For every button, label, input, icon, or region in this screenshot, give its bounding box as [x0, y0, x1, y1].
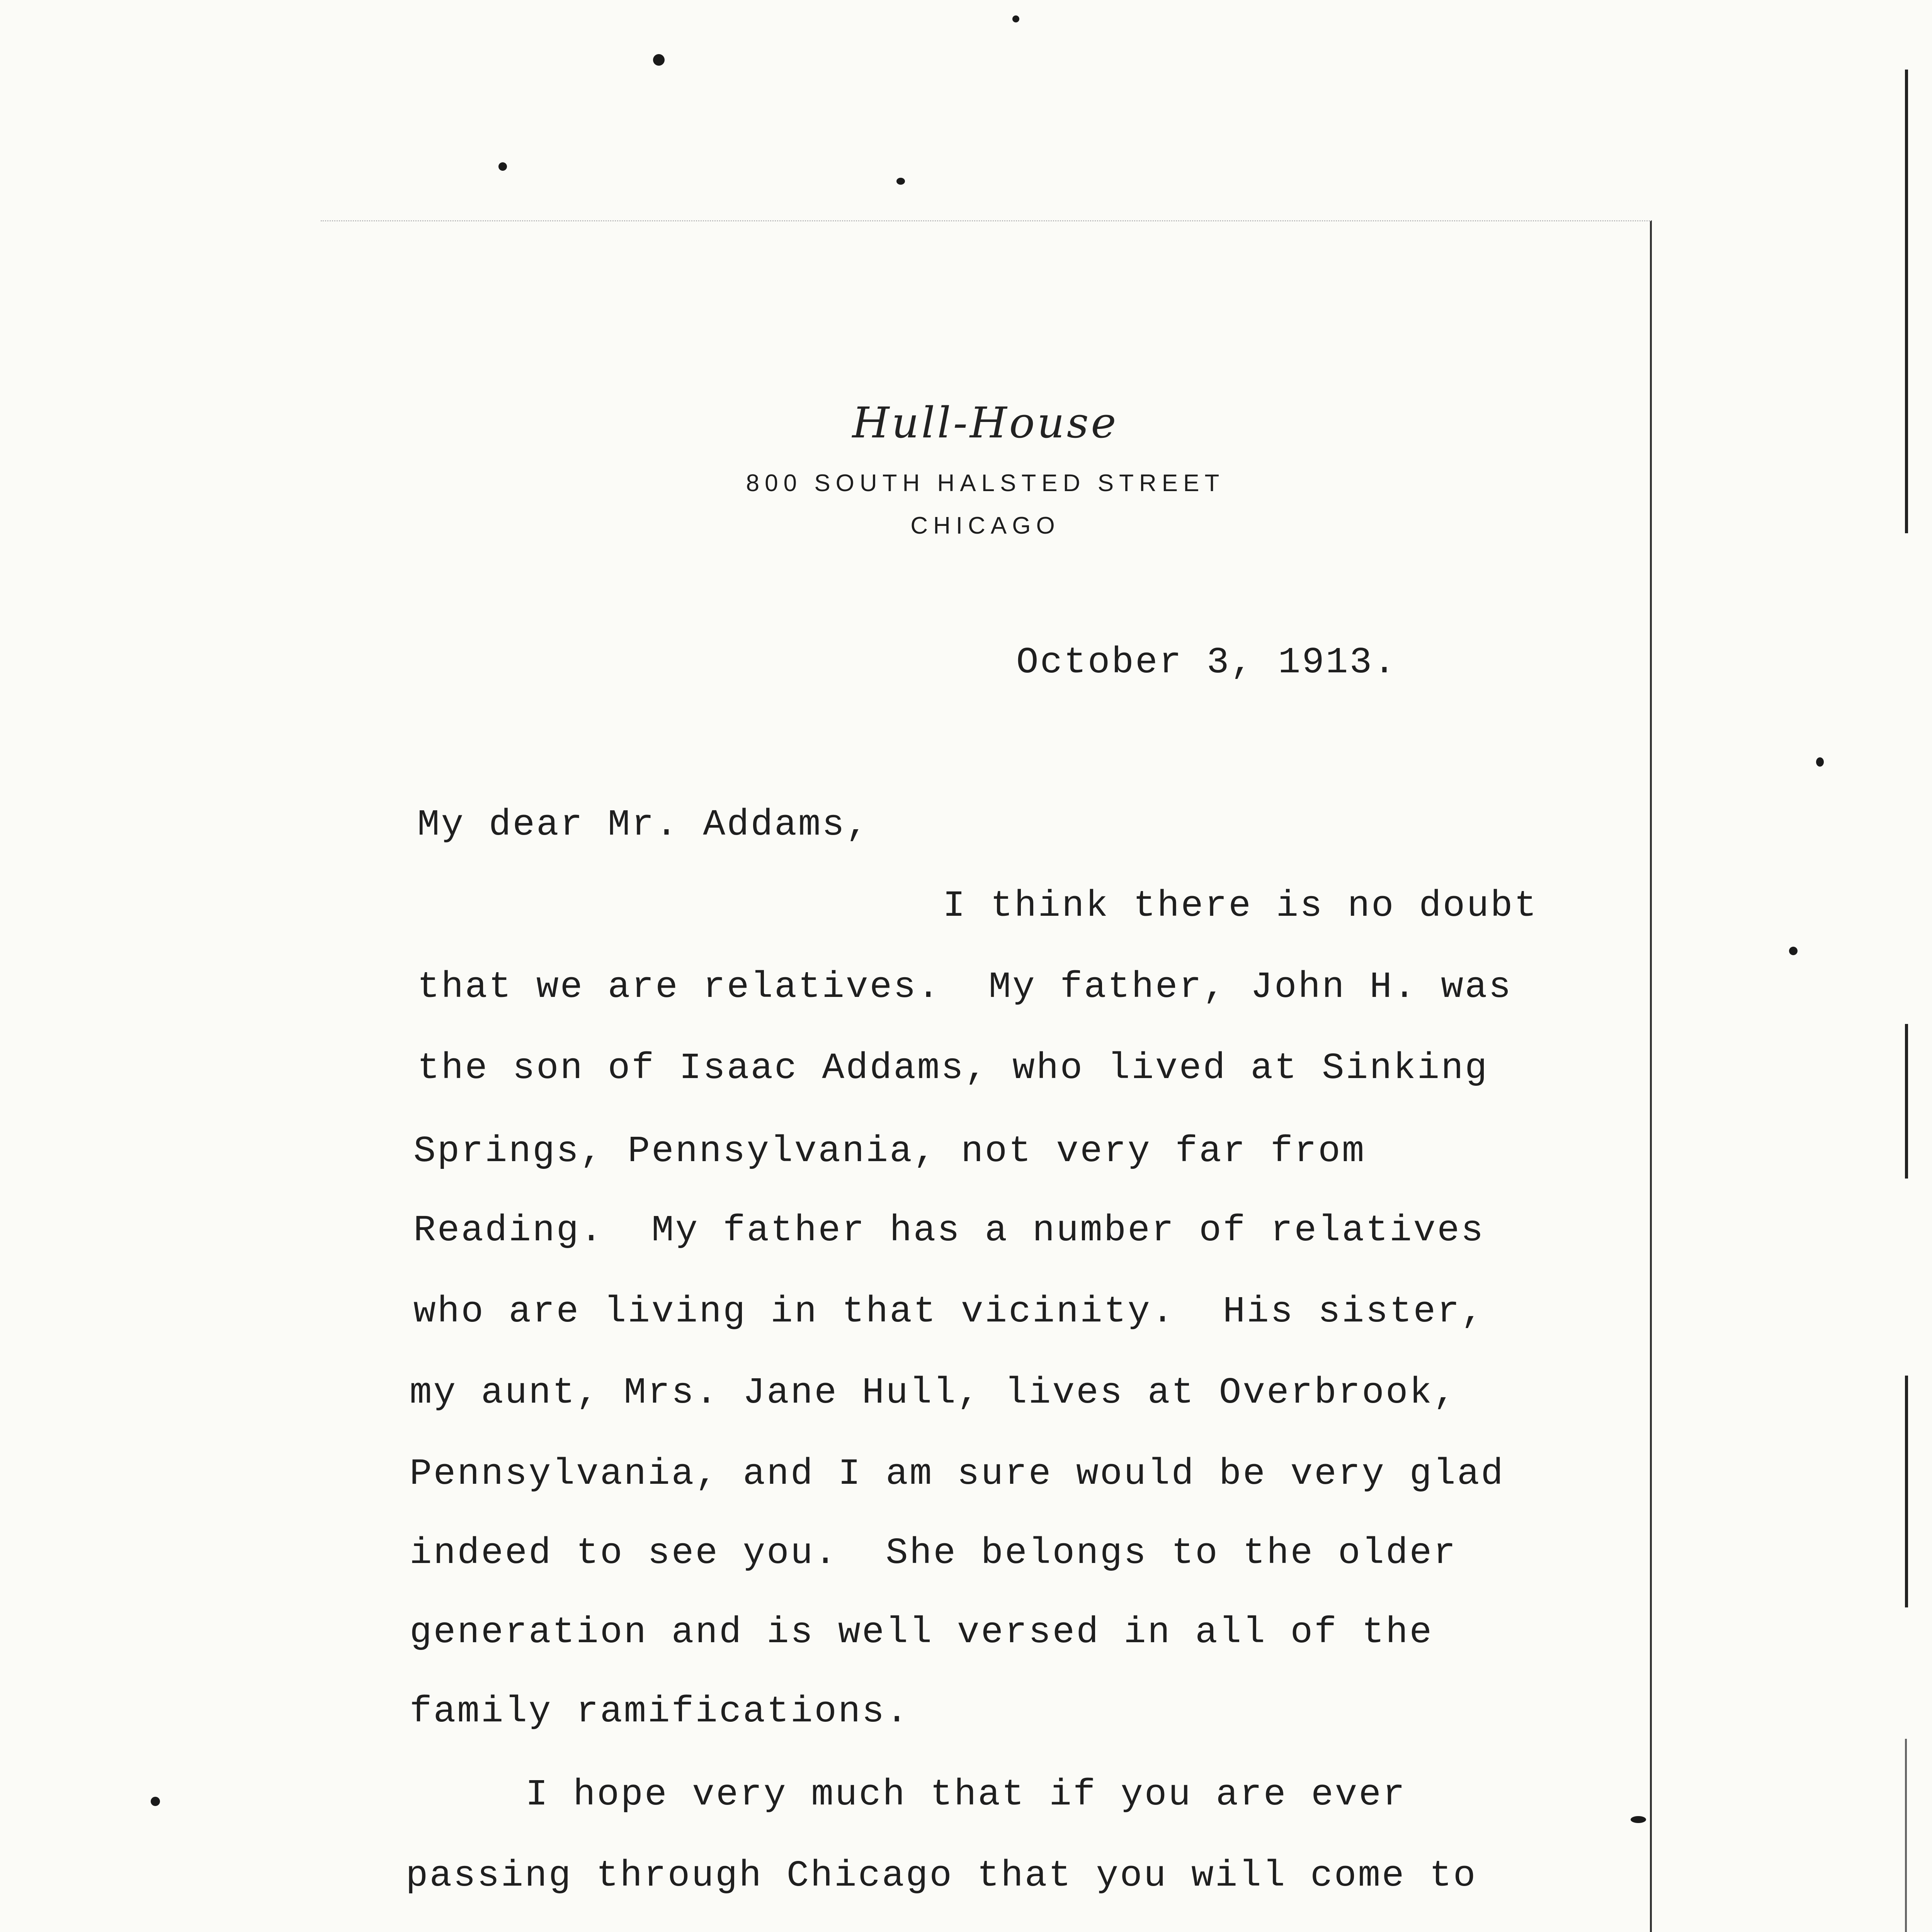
- letterhead-name: Hull-House: [852, 398, 1119, 447]
- body-line: family ramifications.: [410, 1690, 910, 1733]
- fold-line: [1905, 1376, 1908, 1607]
- body-line: who are living in that vicinity. His sister,: [413, 1291, 1485, 1333]
- body-line: I think there is no doubt: [943, 885, 1538, 927]
- body-line: Reading. My father has a number of relatives: [413, 1209, 1485, 1252]
- letter-date: October 3, 1913.: [1016, 641, 1397, 684]
- letterhead-city: CHICAGO: [910, 512, 1060, 539]
- speck: [896, 178, 905, 185]
- body-line: the son of Isaac Addams, who lived at Sinking: [417, 1047, 1489, 1089]
- speck: [653, 54, 665, 66]
- body-line: passing through Chicago that you will come to: [406, 1855, 1477, 1897]
- speck: [498, 162, 507, 171]
- speck: [151, 1797, 160, 1806]
- letterhead-street: 800 SOUTH HALSTED STREET: [746, 470, 1225, 497]
- speck: [1631, 1816, 1646, 1823]
- body-line: I hope very much that if you are ever: [526, 1774, 1406, 1816]
- fold-line: [1905, 1024, 1908, 1179]
- body-line: Pennsylvania, and I am sure would be very glad: [410, 1453, 1505, 1495]
- body-line: Springs, Pennsylvania, not very far from: [413, 1130, 1366, 1172]
- salutation: My dear Mr. Addams,: [417, 804, 870, 846]
- speck: [1816, 757, 1824, 767]
- speck: [1012, 15, 1019, 22]
- fold-line: [1905, 70, 1908, 533]
- body-line: indeed to see you. She belongs to the older: [410, 1532, 1457, 1574]
- body-line: my aunt, Mrs. Jane Hull, lives at Overbrook,: [410, 1372, 1457, 1414]
- fold-line: [1905, 1739, 1907, 1932]
- body-line: that we are relatives. My father, John H. was: [417, 966, 1513, 1008]
- speck: [1789, 947, 1798, 955]
- body-line: generation and is well versed in all of the: [410, 1611, 1434, 1653]
